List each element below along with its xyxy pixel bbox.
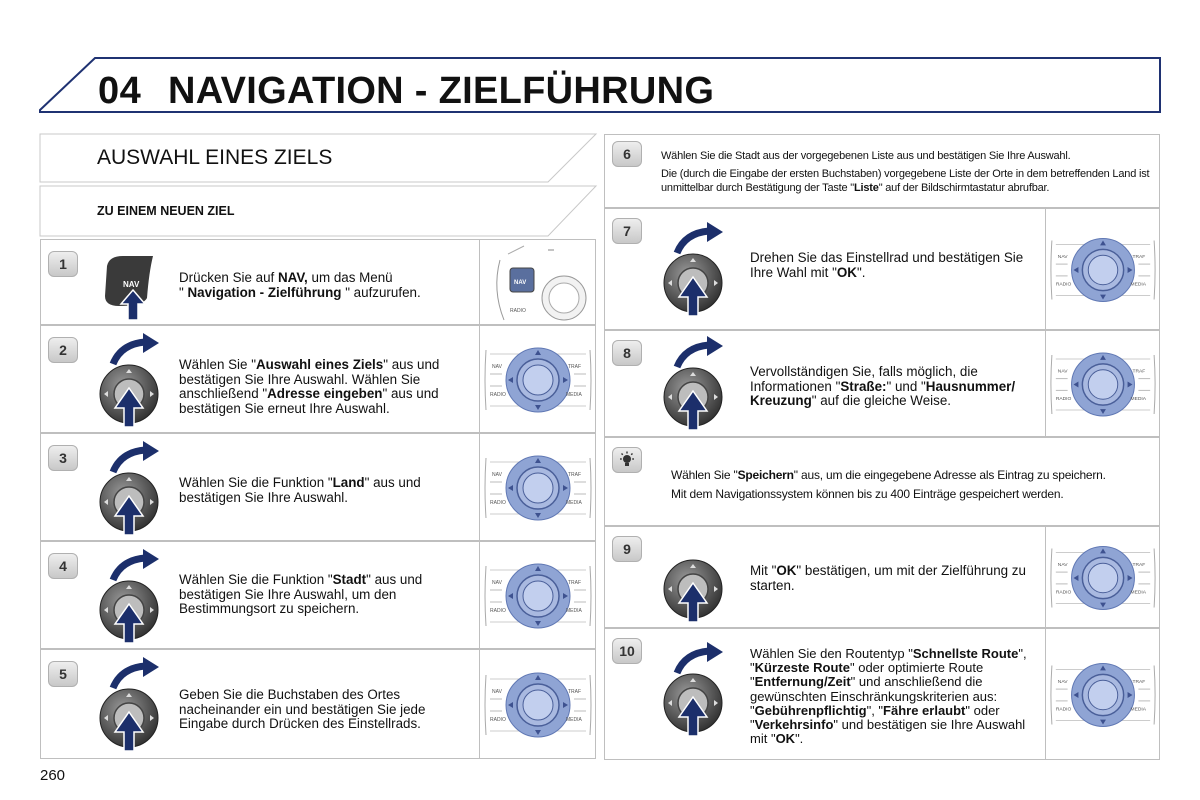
tip-line1 bbox=[671, 468, 1151, 482]
rotary-knob-icon bbox=[99, 440, 173, 541]
step-badge: 8 bbox=[612, 340, 642, 366]
step-badge: 5 bbox=[48, 661, 78, 687]
bold-term: Fähre erlaubt bbox=[883, 702, 966, 718]
step-5-text bbox=[179, 688, 447, 732]
radio-label: RADIO bbox=[1055, 282, 1072, 288]
step-5 bbox=[40, 649, 596, 759]
rotary-knob-icon bbox=[663, 221, 737, 322]
text-run: Drehen Sie das Einstellrad und bestätigen Sie Ihre Wahl mit " bbox=[750, 250, 1024, 280]
step-1 bbox=[40, 239, 596, 325]
text-run: Mit " bbox=[750, 563, 777, 578]
bold-term: Hausnummer/ Kreuzung bbox=[750, 378, 1016, 408]
bold-term: Liste bbox=[854, 182, 879, 194]
media-label: MEDIA bbox=[566, 500, 582, 506]
nav-label: NAV bbox=[1057, 680, 1068, 686]
nav-button-illustration bbox=[99, 252, 159, 322]
radio-mini-label: RADIO bbox=[510, 308, 526, 314]
text-run: ". bbox=[856, 264, 866, 280]
rotary-knob-icon bbox=[99, 548, 173, 649]
nav-label: NAV bbox=[492, 580, 502, 586]
radio-label: RADIO bbox=[1055, 397, 1072, 403]
step-3 bbox=[40, 433, 596, 541]
traffic-label: TRAF bbox=[1132, 563, 1146, 569]
step-badge bbox=[612, 447, 642, 473]
bold-term: Straße: bbox=[840, 378, 887, 394]
traffic-label: TRAF bbox=[568, 364, 582, 370]
step-7 bbox=[604, 208, 1160, 330]
traffic-label: TRAF bbox=[1132, 255, 1146, 261]
nav-label: NAV bbox=[1057, 255, 1068, 261]
media-label: MEDIA bbox=[1130, 397, 1147, 403]
rotary-knob-icon bbox=[663, 641, 737, 742]
bold-term: Navigation - Zielführung bbox=[187, 284, 342, 300]
radio-label: RADIO bbox=[490, 500, 506, 506]
text-run: " und anschließend die gewünschten Einschränkungskriterien aus: " bbox=[750, 674, 998, 718]
section-title: AUSWAHL EINES ZIELS bbox=[97, 146, 333, 169]
text-run: " aus und bestätigen Sie erneut Ihre Auswahl. bbox=[179, 386, 439, 416]
bold-term: Auswahl eines Ziels bbox=[255, 357, 384, 372]
nav-mini-label: NAV bbox=[514, 280, 527, 286]
text-run: Vervollständigen Sie, falls möglich, die Informationen " bbox=[750, 364, 978, 394]
text-run: " bbox=[179, 284, 188, 300]
text-run: Drücken Sie auf bbox=[179, 270, 278, 285]
text-run: Die (durch die Eingabe der ersten Buchstaben) vorgegebene Liste der Orte in dem betreffenden Land ist unmittelbar durch Bestätigung der Taste " bbox=[661, 168, 1150, 194]
text-run: Wählen Sie " bbox=[179, 357, 256, 372]
step-badge: 9 bbox=[612, 536, 642, 562]
step-8 bbox=[604, 330, 1160, 437]
console-panel-icon bbox=[1046, 629, 1160, 761]
nav-label: NAV bbox=[492, 472, 502, 478]
step-10-image bbox=[1045, 629, 1159, 759]
step-7-image bbox=[1045, 209, 1159, 329]
traffic-label: TRAF bbox=[568, 472, 582, 478]
step-badge: 6 bbox=[612, 141, 642, 167]
text-run: Wählen Sie den Routentyp " bbox=[750, 646, 913, 661]
text-run: Wählen Sie die Funktion " bbox=[179, 572, 333, 587]
text-run: " und bestätigen sie Ihre Auswahl mit " bbox=[750, 717, 1026, 747]
radio-label: RADIO bbox=[490, 717, 506, 723]
nav-label: NAV bbox=[1057, 563, 1068, 569]
text-run: " aus, um die eingegebene Adresse als Eintrag zu speichern. bbox=[793, 468, 1106, 482]
console-panel-icon bbox=[1046, 209, 1160, 331]
text-run: " aus und bestätigen Sie Ihre Auswahl. Wählen Sie anschließend " bbox=[179, 357, 440, 401]
step-3-text bbox=[179, 476, 447, 505]
step-2-text bbox=[179, 358, 447, 416]
rotary-knob-icon bbox=[99, 656, 173, 757]
step-8-image bbox=[1045, 331, 1159, 436]
step-badge: 4 bbox=[48, 553, 78, 579]
text-run: ", " bbox=[866, 702, 884, 718]
media-label: MEDIA bbox=[566, 717, 582, 723]
step-1-text bbox=[179, 271, 479, 300]
media-label: MEDIA bbox=[1130, 707, 1147, 713]
text-run: Wählen Sie " bbox=[671, 468, 738, 482]
bold-term: NAV, bbox=[278, 270, 308, 285]
text-run: " auf der Bildschirmtastatur abrufbar. bbox=[878, 182, 1050, 194]
step-6-text bbox=[661, 167, 1156, 195]
step-badge: 2 bbox=[48, 337, 78, 363]
traffic-label: TRAF bbox=[568, 580, 582, 586]
lightbulb-icon bbox=[618, 451, 636, 469]
bold-term: Gebührenpflichtig bbox=[754, 702, 867, 718]
bold-term: OK bbox=[836, 264, 857, 280]
step-9-image bbox=[1045, 527, 1159, 627]
bold-term: Speichern bbox=[737, 468, 794, 482]
step-8-text bbox=[750, 365, 1040, 409]
tip-line2: Mit dem Navigationssystem können bis zu 400 Einträge gespeichert werden. bbox=[671, 487, 1064, 501]
step-4-text bbox=[179, 573, 447, 617]
text-run: " und " bbox=[886, 378, 926, 394]
text-run: " oder optimierte Route " bbox=[750, 660, 984, 690]
bold-term: Adresse eingeben bbox=[267, 386, 383, 401]
step-9 bbox=[604, 526, 1160, 628]
console-closeup-icon bbox=[480, 240, 596, 326]
bold-term: OK bbox=[776, 563, 797, 578]
step-badge: 10 bbox=[612, 638, 642, 664]
nav-label: NAV bbox=[492, 364, 502, 370]
radio-label: RADIO bbox=[490, 608, 506, 614]
console-panel-icon bbox=[1046, 331, 1160, 438]
step-badge: 7 bbox=[612, 218, 642, 244]
bold-term: Kürzeste Route bbox=[754, 660, 850, 676]
step-badge: 3 bbox=[48, 445, 78, 471]
media-label: MEDIA bbox=[566, 392, 582, 398]
step-5-image bbox=[479, 650, 595, 758]
text-run: Geben Sie die Buchstaben des Ortes nacheinander ein und bestätigen Sie jede Eingabe durch Drücken des Einstellrads. bbox=[179, 687, 426, 731]
text-run: " aus und bestätigen Sie Ihre Auswahl, um den Bestimmungsort zu speichern. bbox=[179, 572, 423, 616]
radio-label: RADIO bbox=[490, 392, 506, 398]
console-panel-icon bbox=[1046, 527, 1160, 629]
bold-term: Stadt bbox=[332, 572, 367, 587]
step-2 bbox=[40, 325, 596, 433]
console-panel-icon bbox=[480, 542, 596, 650]
traffic-label: TRAF bbox=[1132, 369, 1146, 375]
console-panel-icon bbox=[480, 650, 596, 760]
text-run: um das Menü bbox=[307, 270, 393, 285]
traffic-label: TRAF bbox=[1132, 680, 1146, 686]
bold-term: Verkehrsinfo bbox=[754, 717, 834, 733]
chapter-number: 04 bbox=[98, 70, 142, 112]
text-run: " aus und bestätigen Sie Ihre Auswahl. bbox=[179, 475, 421, 505]
nav-label: NAV bbox=[1057, 369, 1068, 375]
media-label: MEDIA bbox=[566, 608, 582, 614]
step-badge: 1 bbox=[48, 251, 78, 277]
media-label: MEDIA bbox=[1130, 590, 1147, 596]
text-run: " aufzurufen. bbox=[341, 284, 421, 300]
page-number: 260 bbox=[40, 767, 66, 784]
text-run: ". bbox=[795, 731, 804, 747]
step-6-line1: Wählen Sie die Stadt aus der vorgegebenen Liste aus und bestätigen Sie Ihre Auswahl. bbox=[661, 150, 1071, 162]
radio-label: RADIO bbox=[1055, 707, 1072, 713]
radio-label: RADIO bbox=[1055, 590, 1072, 596]
step-9-text bbox=[750, 564, 1040, 593]
step-1-image bbox=[479, 240, 595, 324]
step-10 bbox=[604, 628, 1160, 760]
step-3-image bbox=[479, 434, 595, 540]
rotary-knob-icon bbox=[663, 335, 737, 436]
console-panel-icon bbox=[480, 326, 596, 434]
text-run: ", " bbox=[750, 646, 1027, 676]
text-run: " oder " bbox=[750, 702, 1000, 733]
bold-term: Land bbox=[332, 475, 365, 490]
media-label: MEDIA bbox=[1130, 282, 1147, 288]
chapter-title: NAVIGATION - ZIELFÜHRUNG bbox=[168, 70, 715, 112]
step-2-image bbox=[479, 326, 595, 432]
console-panel-icon bbox=[480, 434, 596, 542]
step-tip bbox=[604, 437, 1160, 526]
step-4 bbox=[40, 541, 596, 649]
text-run: Wählen Sie die Funktion " bbox=[179, 475, 333, 490]
step-4-image bbox=[479, 542, 595, 648]
nav-button-label: NAV bbox=[123, 280, 140, 289]
section-subtitle: ZU EINEM NEUEN ZIEL bbox=[97, 204, 235, 218]
bold-term: Entfernung/Zeit bbox=[754, 674, 851, 690]
bold-term: Schnellste Route bbox=[912, 646, 1019, 661]
nav-label: NAV bbox=[492, 689, 502, 695]
rotary-knob-icon bbox=[99, 332, 173, 433]
bold-term: OK bbox=[775, 731, 796, 747]
step-6 bbox=[604, 134, 1160, 208]
step-7-text bbox=[750, 251, 1040, 280]
step-10-text bbox=[750, 647, 1040, 746]
traffic-label: TRAF bbox=[568, 689, 582, 695]
text-run: " bestätigen, um mit der Zielführung zu starten. bbox=[750, 563, 1026, 593]
text-run: " auf die gleiche Weise. bbox=[811, 393, 951, 408]
rotary-knob-icon-no-arrow bbox=[663, 527, 737, 628]
